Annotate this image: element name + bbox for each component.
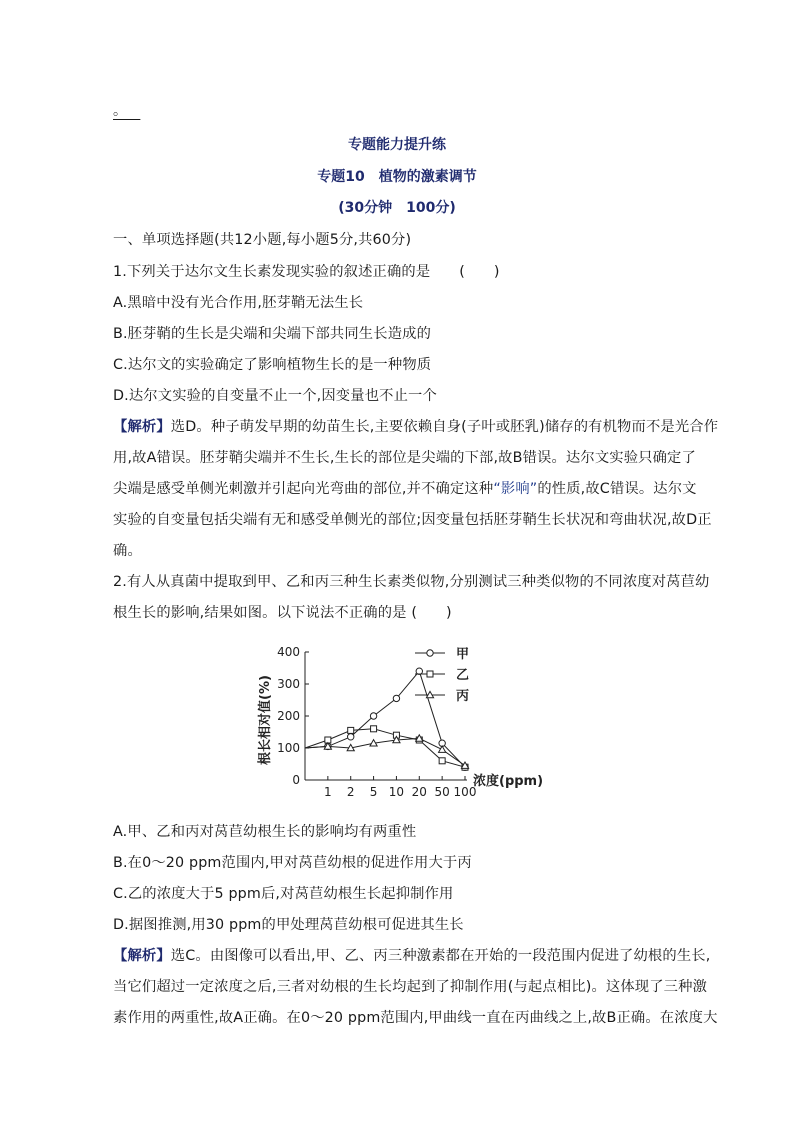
data-point-0-2: [348, 734, 354, 740]
q2-option-d: D.据图推测,用30 ppm的甲处理莴苣幼根可促进其生长: [113, 917, 464, 933]
legend-marker: [427, 650, 433, 656]
q1-option-c: C.达尔文的实验确定了影响植物生长的是一种物质: [113, 357, 432, 373]
doc-title: 专题能力提升练: [348, 137, 446, 153]
q2-stem-line-2: 根生长的影响,结果如图。以下说法不正确的是 ( ): [113, 605, 452, 621]
q2-analysis-line-2: 当它们超过一定浓度之后,三者对幼根的生长均起到了抑制作用(与起点相比)。这体现了三种激: [113, 979, 708, 995]
x-axis-title: 浓度(ppm): [473, 774, 544, 789]
q1-analysis-line-2: 用,故A错误。胚芽鞘尖端并不生长,生长的部位是尖端的下部,故B错误。达尔文实验只确定了: [113, 450, 696, 466]
q2-analysis-label: 【解析】: [113, 948, 171, 964]
q1-analysis-line-4: 实验的自变量包括尖端有无和感受单侧光的部位;因变量包括胚芽鞘生长状况和弯曲状况,故D正: [113, 512, 712, 528]
q2-option-c: C.乙的浓度大于5 ppm后,对莴苣幼根生长起抑制作用: [113, 886, 454, 902]
y-tick-label: 200: [277, 709, 300, 723]
root-growth-chart: [255, 640, 555, 810]
y-tick-label: 100: [277, 741, 300, 755]
y-tick-label: 0: [292, 773, 300, 787]
q2-stem-line-1: 2.有人从真菌中提取到甲、乙和丙三种生长素类似物,分别测试三种类似物的不同浓度对莴苣幼: [113, 574, 710, 590]
top-mark: 。: [113, 103, 127, 119]
x-tick-label: 5: [369, 785, 378, 799]
data-point-0-5: [416, 668, 422, 674]
doc-subtitle: 专题10 植物的激素调节: [317, 169, 477, 185]
data-point-1-3: [371, 726, 377, 732]
q1-option-d: D.达尔文实验的自变量不止一个,因变量也不止一个: [113, 388, 437, 404]
data-point-1-2: [348, 727, 354, 733]
q1-option-a: A.黑暗中没有光合作用,胚芽鞘无法生长: [113, 295, 364, 311]
y-tick-label: 300: [277, 677, 300, 691]
q1-option-b: B.胚芽鞘的生长是尖端和尖端下部共同生长造成的: [113, 326, 432, 342]
x-tick-label: 10: [388, 785, 405, 799]
q1-analysis-line-1: 【解析】选D。种子萌发早期的幼苗生长,主要依赖自身(子叶或胚乳)储存的有机物而不是光合作: [113, 419, 719, 435]
x-tick-label: 1: [324, 785, 332, 799]
q2-analysis-line-1: 【解析】选C。由图像可以看出,甲、乙、丙三种激素都在开始的一段范围内促进了幼根的生长,: [113, 948, 711, 964]
x-tick-label: 50: [434, 785, 450, 799]
x-tick-label: 20: [411, 785, 427, 799]
legend-label: 丙: [456, 689, 470, 704]
data-point-1-6: [439, 758, 445, 764]
y-tick-label: 400: [277, 645, 300, 659]
y-axis-title: 根长相对值(%): [258, 675, 273, 765]
quoted-word: “影响”: [493, 481, 538, 497]
time-score: (30分钟 100分): [338, 200, 456, 216]
q2-analysis-line-3: 素作用的两重性,故A正确。在0～20 ppm范围内,甲曲线一直在丙曲线之上,故B正确。在浓度大: [113, 1010, 718, 1026]
x-tick-label: 2: [346, 785, 355, 799]
data-point-2-6: [439, 746, 446, 752]
q1-analysis-label: 【解析】: [113, 419, 171, 435]
legend-marker: [427, 671, 433, 677]
q1-analysis-line-5: 确。: [113, 543, 142, 559]
section-heading: 一、单项选择题(共12小题,每小题5分,共60分): [113, 232, 412, 248]
q2-option-b: B.在0～20 ppm范围内,甲对莴苣幼根的促进作用大于丙: [113, 855, 472, 871]
q1-stem: 1.下列关于达尔文生长素发现实验的叙述正确的是 ( ): [113, 264, 500, 280]
data-point-0-3: [370, 713, 376, 719]
data-point-0-4: [393, 695, 399, 701]
q2-option-a: A.甲、乙和丙对莴苣幼根生长的影响均有两重性: [113, 824, 417, 840]
legend-label: 乙: [456, 668, 470, 683]
q1-analysis-line-3: 尖端是感受单侧光刺激并引起向光弯曲的部位,并不确定这种“影响”的性质,故C错误。达尔文: [113, 481, 697, 497]
legend-label: 甲: [456, 647, 470, 662]
x-tick-label: 100: [453, 785, 477, 799]
